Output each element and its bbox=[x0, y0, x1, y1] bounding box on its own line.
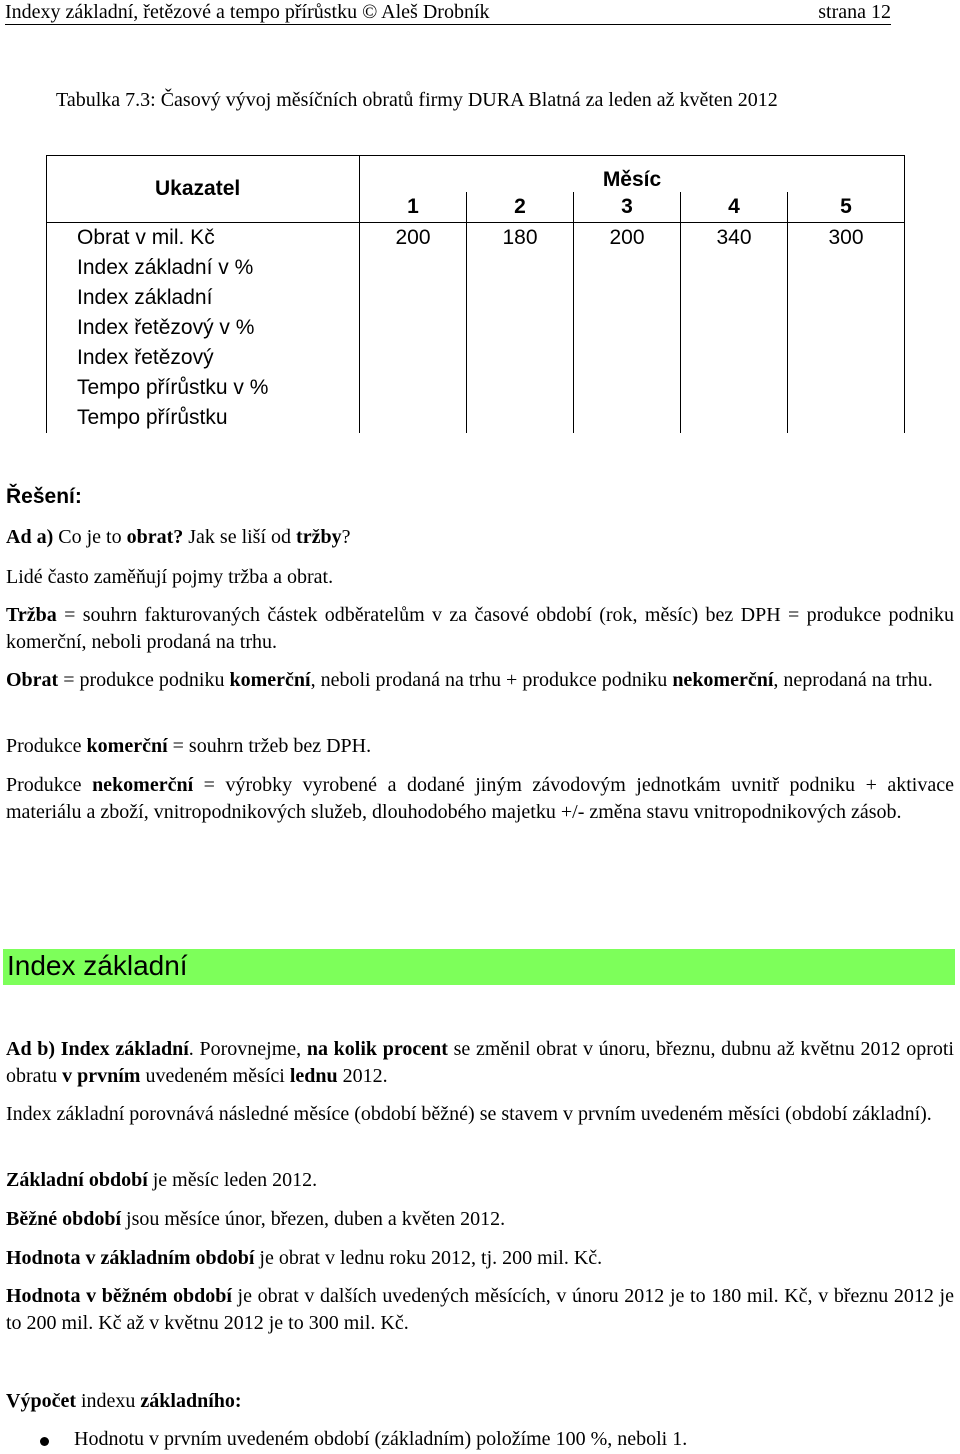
text: Co je to bbox=[53, 526, 127, 548]
list-item bbox=[6, 1428, 687, 1451]
table-cell: 180 bbox=[467, 223, 574, 254]
table-cell bbox=[574, 283, 681, 313]
paragraph bbox=[6, 1245, 954, 1272]
row-label: Obrat v mil. Kč bbox=[47, 223, 360, 254]
text: Produkce bbox=[6, 735, 87, 757]
row-label: Index řetězový v % bbox=[47, 313, 360, 343]
table-cell bbox=[681, 253, 788, 283]
text-bold: komerční bbox=[86, 735, 168, 757]
text: ? bbox=[341, 526, 351, 548]
table-cell bbox=[681, 283, 788, 313]
page-number: strana 12 bbox=[818, 1, 891, 23]
text-bold: lednu bbox=[289, 1065, 338, 1087]
solution-heading: Řešení: bbox=[6, 485, 82, 508]
header-title: Indexy základní, řetězové a tempo přírůstku © Aleš Drobník bbox=[5, 1, 490, 23]
table-cell bbox=[360, 403, 467, 433]
table-group-header: Měsíc bbox=[360, 156, 905, 193]
komercni-definition bbox=[6, 733, 954, 760]
table-cell bbox=[788, 403, 905, 433]
table-row bbox=[47, 253, 905, 283]
text: . Porovnejme, bbox=[188, 1038, 307, 1060]
table-caption: Tabulka 7.3: Časový vývoj měsíčních obratů firmy DURA Blatná za leden až květen 2012 bbox=[56, 89, 778, 111]
list-item-text: Hodnotu v prvním uvedeném období (základním) položíme 100 %, neboli 1. bbox=[74, 1428, 688, 1450]
row-label: Tempo přírůstku v % bbox=[47, 373, 360, 403]
table-cell: 200 bbox=[360, 223, 467, 254]
table-cell bbox=[467, 373, 574, 403]
text-bold: základního: bbox=[140, 1390, 242, 1412]
text: , neprodaná na trhu. bbox=[773, 669, 933, 691]
table-cell bbox=[681, 313, 788, 343]
text-bold: na kolik procent bbox=[306, 1038, 448, 1060]
text: = produkce podniku bbox=[58, 669, 230, 691]
text: Jak se liší od bbox=[183, 526, 297, 548]
table-row bbox=[47, 373, 905, 403]
table-cell bbox=[360, 373, 467, 403]
obrat-definition bbox=[6, 667, 954, 694]
table-cell bbox=[467, 403, 574, 433]
table-row bbox=[47, 223, 905, 254]
table-cell: 200 bbox=[574, 223, 681, 254]
month-header: 3 bbox=[574, 192, 681, 223]
text: se změnil obrat v únoru, březnu, dubnu až květnu 2012 oproti obratu bbox=[6, 1038, 954, 1087]
table-cell bbox=[681, 373, 788, 403]
table-cell bbox=[360, 313, 467, 343]
paragraph bbox=[6, 1206, 954, 1233]
term: Hodnota v běžném období bbox=[6, 1285, 232, 1307]
text-bold: Výpočet bbox=[6, 1390, 76, 1412]
table-cell: 340 bbox=[681, 223, 788, 254]
table-cell bbox=[788, 283, 905, 313]
text: = výrobky vyrobené a dodané jiným závodovým jednotkám uvnitř podniku + aktivace materiálu a zboží, vnitropodnikových služeb, dlouhodobého majetku +/- změna stavu vnitropodnikových zásob. bbox=[6, 774, 954, 823]
text: uvedeném měsíci bbox=[140, 1065, 290, 1087]
question-a-prefix: Ad a) bbox=[6, 526, 54, 548]
text-bold: v prvním bbox=[62, 1065, 141, 1087]
text-bold: Ad b) Index základní bbox=[6, 1038, 189, 1060]
month-header: 2 bbox=[467, 192, 574, 223]
row-label: Index základní bbox=[47, 283, 360, 313]
table-cell bbox=[574, 403, 681, 433]
table-row bbox=[47, 313, 905, 343]
term: Hodnota v základním období bbox=[6, 1247, 255, 1269]
table-cell bbox=[360, 343, 467, 373]
table-cell bbox=[467, 343, 574, 373]
paragraph bbox=[6, 1036, 954, 1090]
term: Tržba bbox=[6, 604, 57, 626]
table-cell bbox=[574, 373, 681, 403]
text-bold: nekomerční bbox=[92, 774, 194, 796]
confuse-note: Lidé často zaměňují pojmy tržba a obrat. bbox=[6, 566, 334, 588]
section-heading-bar bbox=[3, 949, 955, 985]
text: Produkce bbox=[6, 774, 93, 796]
term: Obrat bbox=[6, 669, 59, 691]
table-cell bbox=[574, 313, 681, 343]
calculation-heading bbox=[6, 1388, 954, 1415]
table-cell bbox=[788, 343, 905, 373]
table-cell bbox=[788, 313, 905, 343]
text: je měsíc leden 2012. bbox=[147, 1169, 318, 1191]
text: 2012. bbox=[337, 1065, 388, 1087]
paragraph bbox=[6, 1167, 954, 1194]
text-bold: tržby bbox=[296, 526, 342, 548]
paragraph: Index základní porovnává následné měsíce (období běžné) se stavem v prvním uvedeném měsíci (období základní). bbox=[6, 1103, 932, 1125]
row-label: Tempo přírůstku bbox=[47, 403, 360, 433]
table-row-header: Ukazatel bbox=[47, 156, 360, 223]
question-a bbox=[6, 524, 954, 551]
text-bold: obrat? bbox=[126, 526, 184, 548]
text: = souhrn tržeb bez DPH. bbox=[167, 735, 372, 757]
table-row bbox=[47, 343, 905, 373]
table-cell bbox=[574, 343, 681, 373]
table-cell bbox=[467, 283, 574, 313]
table-cell bbox=[360, 253, 467, 283]
term: Základní období bbox=[6, 1169, 148, 1191]
row-label: Index základní v % bbox=[47, 253, 360, 283]
trzba-definition bbox=[6, 602, 954, 656]
table-row bbox=[47, 403, 905, 433]
month-header: 4 bbox=[681, 192, 788, 223]
table-cell bbox=[360, 283, 467, 313]
text-bold: komerční bbox=[229, 669, 311, 691]
table-cell bbox=[681, 403, 788, 433]
month-header: 5 bbox=[788, 192, 905, 223]
paragraph bbox=[6, 1283, 954, 1337]
table-row bbox=[47, 283, 905, 313]
month-header: 1 bbox=[360, 192, 467, 223]
text: indexu bbox=[75, 1390, 141, 1412]
nekomercni-definition bbox=[6, 772, 954, 826]
calculation-list bbox=[6, 1428, 687, 1451]
table-cell: 300 bbox=[788, 223, 905, 254]
table-cell bbox=[467, 253, 574, 283]
section-title: Index základní bbox=[7, 950, 188, 981]
text: , neboli prodaná na trhu + produkce podniku bbox=[310, 669, 673, 691]
table-cell bbox=[788, 253, 905, 283]
table-cell bbox=[467, 313, 574, 343]
table-cell bbox=[574, 253, 681, 283]
table-cell bbox=[788, 373, 905, 403]
text: jsou měsíce únor, březen, duben a květen 2012. bbox=[121, 1208, 506, 1230]
bullet-icon bbox=[40, 1437, 49, 1446]
text: je obrat v dalších uvedených měsících, v únoru 2012 je to 180 mil. Kč, v březnu 2012 je to 200 mil. Kč až v květnu 2012 je to 300 mil. Kč. bbox=[6, 1285, 954, 1334]
text: je obrat v lednu roku 2012, tj. 200 mil. Kč. bbox=[254, 1247, 603, 1269]
row-label: Index řetězový bbox=[47, 343, 360, 373]
text: = souhrn fakturovaných částek odběratelům v za časové období (rok, měsíc) bez DPH = produkce podniku komerční, neboli prodaná na trhu. bbox=[6, 604, 954, 653]
page-header bbox=[5, 0, 891, 25]
data-table bbox=[46, 155, 905, 433]
table-cell bbox=[681, 343, 788, 373]
term: Běžné období bbox=[6, 1208, 122, 1230]
text-bold: nekomerční bbox=[672, 669, 774, 691]
